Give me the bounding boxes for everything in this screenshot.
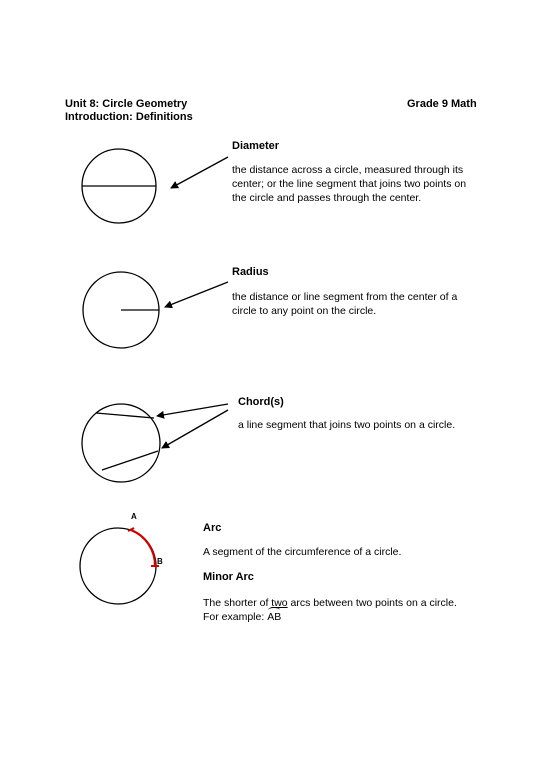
point-b-label: B bbox=[157, 557, 163, 566]
arc-figure bbox=[80, 528, 159, 604]
radius-arrow bbox=[165, 282, 228, 307]
minor-arc-underlined-word: two bbox=[271, 597, 288, 609]
example-label: For example: bbox=[203, 611, 268, 623]
grade-label: Grade 9 Math bbox=[407, 98, 477, 110]
arc-ab-notation: AB bbox=[267, 611, 282, 623]
chord-arrow-1 bbox=[157, 404, 228, 416]
definition-chord: a line segment that joins two points on a circle. bbox=[238, 419, 456, 431]
chord-arrow-2 bbox=[162, 410, 228, 448]
definition-arc: A segment of the circumference of a circle. bbox=[203, 546, 402, 558]
minor-arc-text-end: arcs between two points on a circle. bbox=[287, 597, 457, 609]
diameter-arrow bbox=[171, 157, 228, 188]
term-arc: Arc bbox=[203, 522, 222, 534]
chord-figure bbox=[82, 404, 160, 482]
unit-title: Unit 8: Circle Geometry bbox=[65, 98, 188, 110]
diameter-figure bbox=[82, 149, 156, 223]
minor-arc-ab bbox=[131, 530, 155, 566]
subtitle: Introduction: Definitions bbox=[65, 111, 193, 123]
point-a-label: A bbox=[131, 512, 137, 521]
minor-arc-text-start: The shorter of bbox=[203, 597, 272, 609]
term-minor-arc: Minor Arc bbox=[203, 571, 254, 583]
minor-arc-example bbox=[203, 610, 281, 624]
term-diameter: Diameter bbox=[232, 140, 280, 152]
radius-figure bbox=[83, 272, 159, 348]
term-chord: Chord(s) bbox=[238, 396, 284, 408]
definition-minor-arc bbox=[203, 596, 483, 610]
definition-radius: the distance or line segment from the center of a circle to any point on the circle. bbox=[232, 291, 458, 317]
definition-diameter: the distance across a circle, measured through its center; or the line segment that joins two points on the circle and passes through the center. bbox=[232, 164, 467, 204]
term-radius: Radius bbox=[232, 266, 269, 278]
